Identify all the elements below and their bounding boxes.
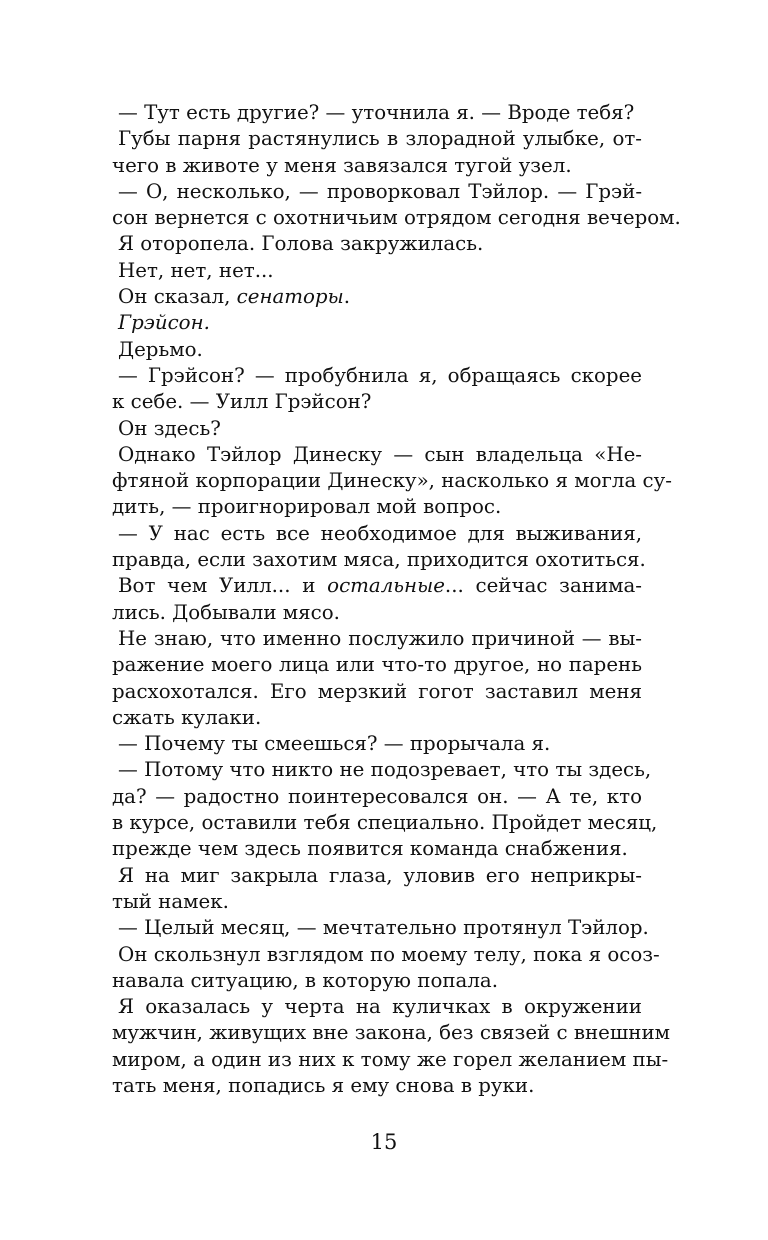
text-span: Он сказал, [118,285,237,309]
paragraph [112,942,660,995]
paragraph [112,126,642,179]
italic-text: Грэйсон. [118,311,210,335]
text-line: — У нас есть все необходимое для выживания, [118,521,642,545]
text-line: да? — радостно поинтересовался он. — А те, кто [112,784,642,808]
text-line: — Целый месяц, — мечтательно протянул Тэйлор. [118,916,649,940]
text-line: лись. Добывали мясо. [112,600,340,624]
paragraph [112,521,646,574]
text-line: Не знаю, что именно послужило причиной — вы- [118,626,642,650]
paragraph [112,363,642,416]
paragraph [112,994,671,1099]
text-line: мужчин, живущих вне закона, без связей с внешним [112,1021,671,1045]
text-line: Однако Тэйлор Динеску — сын владельца «Не- [118,442,642,466]
paragraph [112,573,642,626]
text-line: Он скользнул взглядом по моему телу, пока я осоз- [118,942,660,966]
text-line: Дерьмо. [118,337,203,361]
paragraph [112,231,642,257]
paragraph [112,757,658,862]
text-line: правда, если захотим мяса, приходится охотиться. [112,548,646,572]
text-line: Я оказалась у черта на куличках в окружении [118,995,642,1019]
text-line: прежде чем здесь появится команда снабжения. [112,837,628,861]
paragraph [112,100,642,126]
text-span: ... сейчас занима- [444,574,642,598]
text-line: сон вернется с охотничьим отрядом сегодня вечером. [112,206,681,230]
text-line: тый намек. [112,889,229,913]
text-line: дить, — проигнорировал мой вопрос. [112,495,502,519]
text-line: миром, а один из них к тому же горел желанием пы- [112,1047,669,1071]
paragraph [112,731,642,757]
text-line [112,573,642,599]
paragraph [112,258,642,284]
paragraph [112,310,642,336]
text-line: Я оторопела. Голова закружилась. [118,232,484,256]
paragraph [112,284,642,310]
page-number: 15 [370,1130,398,1154]
text-line: ражение моего лица или что-то другое, но парень [112,653,642,677]
italic-text: сенаторы [236,285,344,309]
text-line: Я на миг закрыла глаза, уловив его неприкры- [118,863,642,887]
paragraph [112,416,642,442]
paragraph [112,337,642,363]
text-line: — Грэйсон? — пробубнила я, обращаясь скорее [118,363,642,387]
text-line: расхохотался. Его мерзкий гогот заставил меня [112,679,642,703]
text-line: к себе. — Уилл Грэйсон? [112,390,372,414]
text-line: Он здесь? [118,416,221,440]
text-line: в курсе, оставили тебя специально. Пройдет месяц, [112,811,658,835]
text-line: сжать кулаки. [112,705,262,729]
text-span: . [343,285,351,309]
paragraph [112,442,672,521]
text-line: Нет, нет, нет... [118,258,274,282]
text-span: Вот чем Уилл... и [118,574,328,598]
text-line: — Потому что никто не подозревает, что ты здесь, [118,758,652,782]
paragraph [112,626,642,731]
italic-text: остальные [327,574,445,598]
text-line: — Тут есть другие? — уточнила я. — Вроде тебя? [118,101,635,124]
text-line [112,310,642,336]
body-text [112,100,681,1099]
text-line: тать меня, попадись я ему снова в руки. [112,1073,535,1097]
paragraph [112,863,642,916]
paragraph [112,179,681,232]
text-line: навала ситуацию, в которую попала. [112,968,498,992]
text-line: фтяной корпорации Динеску», насколько я могла су- [112,469,672,493]
text-line: — Почему ты смеешься? — прорычала я. [118,732,551,756]
text-line: чего в животе у меня завязался тугой узел. [112,153,572,177]
text-line: — О, несколько, — проворковал Тэйлор. — Грэй- [118,179,642,203]
text-line: Губы парня растянулись в злорадной улыбке, от- [118,127,642,151]
text-line [112,284,642,310]
paragraph [112,915,649,941]
